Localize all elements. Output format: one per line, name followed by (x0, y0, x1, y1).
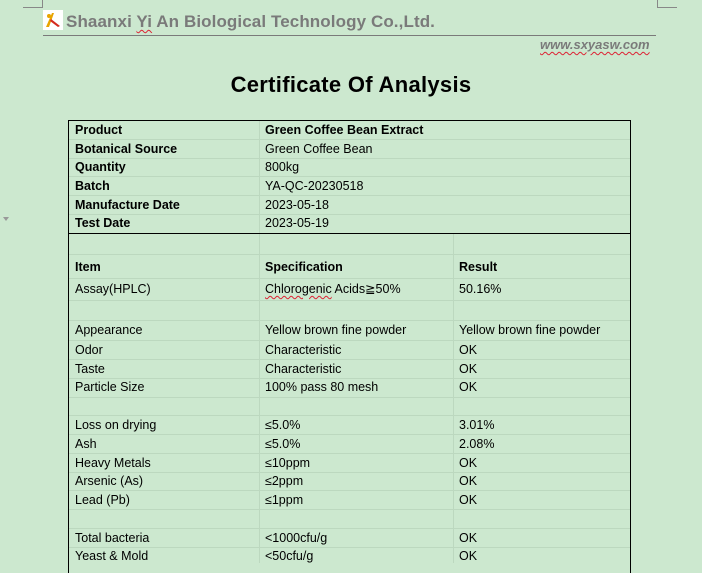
batch-value: YA-QC-20230518 (265, 179, 364, 193)
row-rule (69, 378, 630, 379)
particle-size-spec: 100% pass 80 mesh (265, 380, 379, 394)
assay-item: Assay(HPLC) (75, 282, 151, 296)
taste-spec: Characteristic (265, 362, 342, 376)
manufacture-date-label: Manufacture Date (75, 198, 180, 212)
particle-size-result: OK (459, 380, 478, 394)
yeast-mold-item: Yeast & Mold (75, 549, 149, 563)
row-rule (69, 359, 630, 360)
column-rule (259, 121, 260, 233)
odor-spec: Characteristic (265, 343, 342, 357)
arsenic-item: Arsenic (As) (75, 474, 144, 488)
heavy-metals-item: Heavy Metals (75, 456, 151, 470)
particle-size-item: Particle Size (75, 380, 145, 394)
row-rule (69, 472, 630, 473)
column-rule (259, 234, 260, 563)
crop-mark-top-left-h (23, 7, 43, 8)
company-website: www.sxyasw.com (540, 37, 650, 52)
row-rule (69, 320, 630, 321)
header-divider (43, 35, 656, 36)
row-rule (69, 195, 630, 196)
arsenic-spec: ≤2ppm (265, 474, 304, 488)
row-rule (69, 278, 630, 279)
ash-item: Ash (75, 437, 97, 451)
company-name: Shaanxi Yi An Biological Technology Co.,Ltd. (66, 12, 436, 31)
column-header-item: Item (75, 260, 101, 274)
crop-mark-top-right-v (657, 0, 658, 8)
taste-result: OK (459, 362, 478, 376)
total-bacteria-item: Total bacteria (75, 531, 150, 545)
row-rule (69, 300, 630, 301)
appearance-result: Yellow brown fine powder (459, 323, 601, 337)
yeast-mold-spec: <50cfu/g (265, 549, 314, 563)
row-rule (69, 490, 630, 491)
row-rule (69, 509, 630, 510)
loss-on-drying-result: 3.01% (459, 418, 495, 432)
row-rule (69, 158, 630, 159)
row-rule (69, 528, 630, 529)
lead-result: OK (459, 493, 478, 507)
test-date-value: 2023-05-19 (265, 216, 329, 230)
appearance-spec: Yellow brown fine powder (265, 323, 407, 337)
row-rule (69, 547, 630, 548)
margin-marker-icon (3, 217, 9, 221)
taste-item: Taste (75, 362, 105, 376)
company-logo-icon (43, 10, 63, 30)
botanical-source-value: Green Coffee Bean (265, 142, 373, 156)
ash-spec: ≤5.0% (265, 437, 301, 451)
row-rule (69, 254, 630, 255)
assay-spec: Chlorogenic Acids≧50% (265, 282, 401, 296)
ash-result: 2.08% (459, 437, 495, 451)
product-value: Green Coffee Bean Extract (265, 123, 424, 137)
appearance-item: Appearance (75, 323, 143, 337)
info-table-frame (68, 120, 631, 234)
product-label: Product (75, 123, 123, 137)
document-title: Certificate Of Analysis (230, 72, 472, 97)
loss-on-drying-spec: ≤5.0% (265, 418, 301, 432)
test-date-label: Test Date (75, 216, 131, 230)
crop-mark-top-right-h (657, 7, 677, 8)
row-rule (69, 214, 630, 215)
total-bacteria-result: OK (459, 531, 478, 545)
row-rule (69, 340, 630, 341)
row-rule (69, 434, 630, 435)
heavy-metals-result: OK (459, 456, 478, 470)
column-header-result: Result (459, 260, 498, 274)
row-rule (69, 397, 630, 398)
row-rule (69, 139, 630, 140)
lead-spec: ≤1ppm (265, 493, 304, 507)
column-header-specification: Specification (265, 260, 343, 274)
yeast-mold-result: OK (459, 549, 478, 563)
crop-mark-top-left-v (42, 0, 43, 8)
arsenic-result: OK (459, 474, 478, 488)
loss-on-drying-item: Loss on drying (75, 418, 157, 432)
odor-item: Odor (75, 343, 103, 357)
assay-result: 50.16% (459, 282, 502, 296)
batch-label: Batch (75, 179, 110, 193)
odor-result: OK (459, 343, 478, 357)
quantity-label: Quantity (75, 160, 126, 174)
botanical-source-label: Botanical Source (75, 142, 178, 156)
manufacture-date-value: 2023-05-18 (265, 198, 329, 212)
row-rule (69, 453, 630, 454)
lead-item: Lead (Pb) (75, 493, 130, 507)
row-rule (69, 176, 630, 177)
quantity-value: 800kg (265, 160, 300, 174)
row-rule (69, 415, 630, 416)
heavy-metals-spec: ≤10ppm (265, 456, 311, 470)
column-rule (453, 234, 454, 563)
total-bacteria-spec: <1000cfu/g (265, 531, 328, 545)
